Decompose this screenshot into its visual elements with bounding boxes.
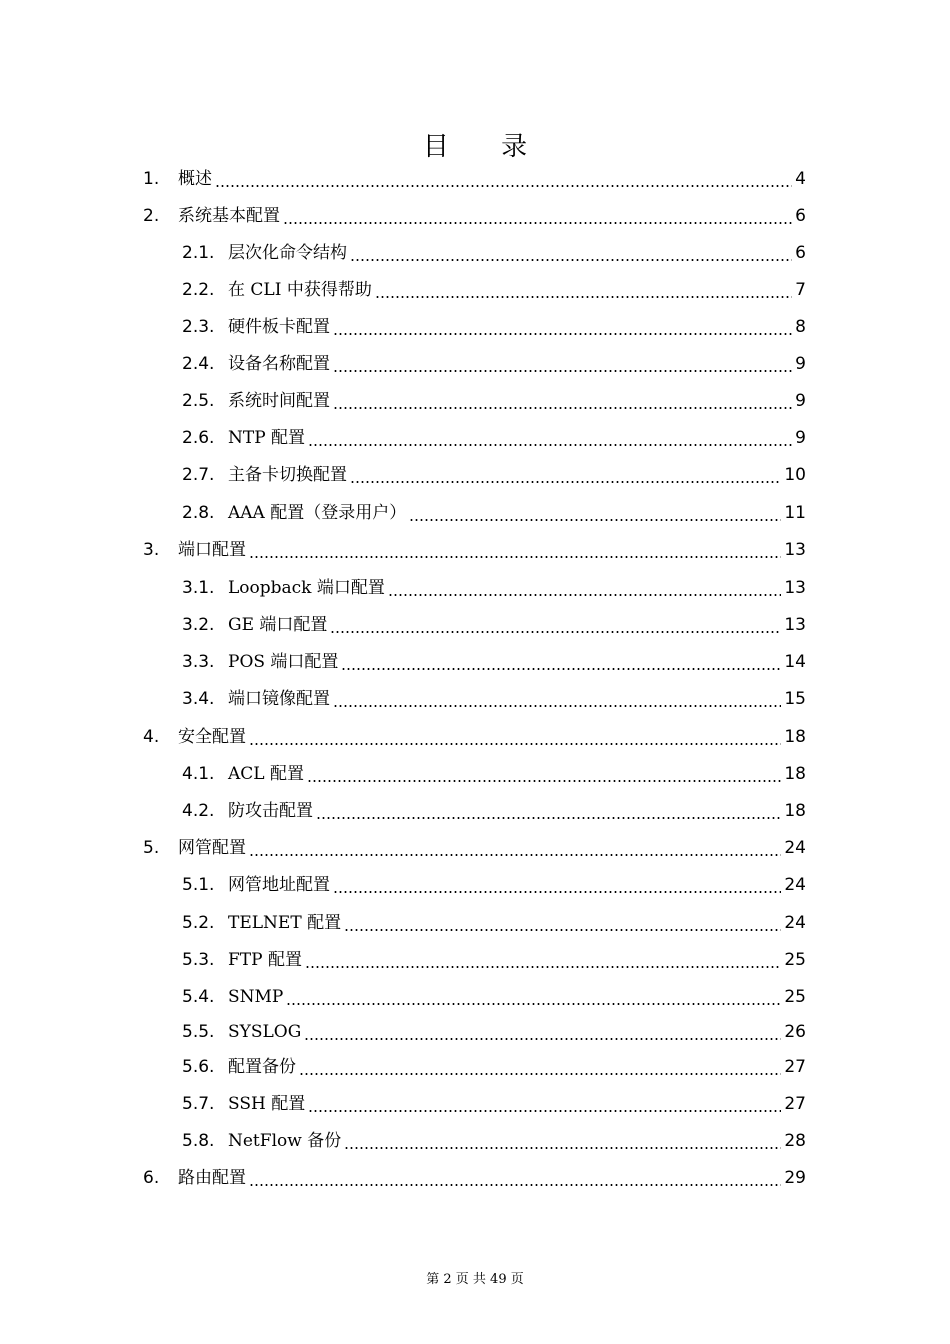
toc-entry-number: 6.	[143, 1168, 160, 1188]
toc-entry-page: 4	[795, 169, 806, 189]
toc-entry-page: 26	[784, 1022, 806, 1042]
toc-leader-dots	[283, 201, 792, 231]
toc-entry-title: 在 CLI 中获得帮助	[228, 280, 372, 300]
toc-entry-number: 5.	[143, 838, 160, 858]
page-footer: 第 2 页 共 49 页	[426, 1272, 524, 1287]
toc-leader-dots	[249, 535, 781, 565]
toc-title: 目 录	[422, 132, 550, 162]
toc-entry-page: 18	[784, 801, 806, 821]
toc-entry-page: 24	[784, 913, 806, 933]
toc-entry-title: ACL 配置	[228, 764, 304, 784]
toc-entry[interactable]	[0, 275, 950, 305]
toc-entry-number: 2.	[143, 206, 160, 226]
toc-entry[interactable]	[0, 1126, 950, 1156]
toc-entry[interactable]	[0, 460, 950, 490]
toc-leader-dots	[249, 722, 781, 752]
toc-entry-number: 4.2.	[182, 801, 215, 821]
toc-entry-page: 7	[795, 280, 806, 300]
toc-leader-dots	[344, 1126, 781, 1156]
toc-entry[interactable]	[0, 238, 950, 268]
toc-entry-title: 概述	[178, 169, 212, 189]
toc-entry-title: AAA 配置（登录用户）	[228, 503, 407, 523]
toc-entry-title: 防攻击配置	[228, 801, 313, 821]
toc-entry[interactable]	[0, 833, 950, 863]
toc-leader-dots	[316, 796, 781, 826]
toc-leader-dots	[305, 945, 781, 975]
toc-entry[interactable]	[0, 423, 950, 453]
toc-entry[interactable]	[0, 1052, 950, 1082]
toc-leader-dots	[333, 684, 781, 714]
toc-entry-number: 2.3.	[182, 317, 215, 337]
toc-entry[interactable]	[0, 164, 950, 194]
toc-entry-page: 24	[784, 838, 806, 858]
toc-entry-number: 5.2.	[182, 913, 215, 933]
toc-leader-dots	[333, 386, 792, 416]
toc-entry[interactable]	[0, 573, 950, 603]
toc-entry-page: 27	[784, 1094, 806, 1114]
toc-entry-number: 5.7.	[182, 1094, 215, 1114]
toc-leader-dots	[307, 759, 781, 789]
toc-leader-dots	[308, 1089, 781, 1119]
toc-entry-title: 系统时间配置	[228, 391, 330, 411]
toc-entry-number: 4.	[143, 727, 160, 747]
toc-entry[interactable]	[0, 201, 950, 231]
toc-entry-page: 13	[784, 540, 806, 560]
toc-entry-number: 5.4.	[182, 987, 215, 1007]
toc-leader-dots	[330, 610, 781, 640]
toc-entry[interactable]	[0, 349, 950, 379]
toc-entry-title: SYSLOG	[228, 1022, 302, 1042]
toc-leader-dots	[333, 312, 792, 342]
toc-entry-title: TELNET 配置	[228, 913, 342, 933]
toc-entry-title: 路由配置	[178, 1168, 246, 1188]
toc-entry-page: 6	[795, 206, 806, 226]
toc-entry[interactable]	[0, 312, 950, 342]
toc-entry[interactable]	[0, 908, 950, 938]
toc-leader-dots	[249, 833, 781, 863]
toc-entry-title: FTP 配置	[228, 950, 302, 970]
toc-leader-dots	[350, 460, 781, 490]
toc-entry-number: 5.8.	[182, 1131, 215, 1151]
toc-leader-dots	[286, 982, 781, 1012]
toc-leader-dots	[409, 498, 781, 528]
toc-leader-dots	[333, 349, 792, 379]
toc-entry-title: 网管地址配置	[228, 875, 330, 895]
toc-leader-dots	[375, 275, 792, 305]
toc-leader-dots	[388, 573, 781, 603]
toc-entry-number: 2.6.	[182, 428, 215, 448]
toc-entry[interactable]	[0, 386, 950, 416]
toc-entry-page: 10	[784, 465, 806, 485]
toc-entry-title: 网管配置	[178, 838, 246, 858]
toc-entry[interactable]	[0, 684, 950, 714]
toc-leader-dots	[308, 423, 792, 453]
toc-entry[interactable]	[0, 647, 950, 677]
toc-entry-page: 18	[784, 727, 806, 747]
toc-entry-title: NetFlow 备份	[228, 1131, 342, 1151]
toc-entry-page: 27	[784, 1057, 806, 1077]
toc-entry-page: 8	[795, 317, 806, 337]
toc-entry-title: 主备卡切换配置	[228, 465, 347, 485]
toc-entry-title: SNMP	[228, 987, 284, 1007]
toc-entry-number: 5.1.	[182, 875, 215, 895]
toc-entry-page: 13	[784, 578, 806, 598]
toc-entry-number: 5.6.	[182, 1057, 215, 1077]
toc-entry-number: 5.5.	[182, 1022, 215, 1042]
toc-entry-title: 设备名称配置	[228, 354, 330, 374]
toc-entry-number: 3.	[143, 540, 160, 560]
toc-entry[interactable]	[0, 945, 950, 975]
toc-entry-number: 2.7.	[182, 465, 215, 485]
toc-leader-dots	[304, 1017, 781, 1047]
toc-leader-dots	[249, 1163, 781, 1193]
toc-entry-page: 24	[784, 875, 806, 895]
toc-entry[interactable]	[0, 1089, 950, 1119]
toc-entry-page: 25	[784, 950, 806, 970]
toc-leader-dots	[215, 164, 792, 194]
toc-entry-number: 2.8.	[182, 503, 215, 523]
toc-entry-number: 3.4.	[182, 689, 215, 709]
toc-entry-title: SSH 配置	[228, 1094, 306, 1114]
toc-entry-title: NTP 配置	[228, 428, 306, 448]
toc-entry-number: 4.1.	[182, 764, 215, 784]
toc-entry-page: 9	[795, 391, 806, 411]
toc-entry-title: GE 端口配置	[228, 615, 328, 635]
toc-entry[interactable]	[0, 796, 950, 826]
toc-entry[interactable]	[0, 870, 950, 900]
toc-leader-dots	[350, 238, 792, 268]
toc-entry-page: 6	[795, 243, 806, 263]
toc-leader-dots	[344, 908, 781, 938]
toc-entry-number: 3.3.	[182, 652, 215, 672]
toc-entry-number: 2.5.	[182, 391, 215, 411]
toc-entry[interactable]	[0, 1017, 950, 1047]
toc-entry[interactable]	[0, 759, 950, 789]
toc-entry-page: 14	[784, 652, 806, 672]
toc-entry-number: 2.1.	[182, 243, 215, 263]
toc-entry-page: 28	[784, 1131, 806, 1151]
toc-entry-number: 3.2.	[182, 615, 215, 635]
toc-entry-title: 系统基本配置	[178, 206, 280, 226]
toc-entry-title: Loopback 端口配置	[228, 578, 385, 598]
toc-entry-title: 硬件板卡配置	[228, 317, 330, 337]
toc-entry-title: 端口配置	[178, 540, 246, 560]
toc-entry-page: 15	[784, 689, 806, 709]
toc-entry-title: 层次化命令结构	[228, 243, 347, 263]
toc-entry[interactable]	[0, 498, 950, 528]
toc-entry[interactable]	[0, 1163, 950, 1193]
toc-entry-number: 2.2.	[182, 280, 215, 300]
toc-entry-page: 11	[784, 503, 806, 523]
toc-entry[interactable]	[0, 535, 950, 565]
toc-entry-page: 29	[784, 1168, 806, 1188]
toc-entry-number: 1.	[143, 169, 160, 189]
toc-entry[interactable]	[0, 982, 950, 1012]
toc-leader-dots	[299, 1052, 781, 1082]
toc-entry[interactable]	[0, 722, 950, 752]
toc-entry[interactable]	[0, 610, 950, 640]
toc-leader-dots	[341, 647, 781, 677]
toc-entry-page: 13	[784, 615, 806, 635]
toc-entry-title: 安全配置	[178, 727, 246, 747]
toc-entry-title: 配置备份	[228, 1057, 296, 1077]
toc-entry-title: 端口镜像配置	[228, 689, 330, 709]
toc-entry-page: 18	[784, 764, 806, 784]
toc-entry-page: 25	[784, 987, 806, 1007]
toc-leader-dots	[333, 870, 781, 900]
toc-entry-title: POS 端口配置	[228, 652, 339, 672]
toc-entry-page: 9	[795, 428, 806, 448]
toc-entry-number: 5.3.	[182, 950, 215, 970]
toc-entry-number: 3.1.	[182, 578, 215, 598]
toc-entry-page: 9	[795, 354, 806, 374]
toc-entry-number: 2.4.	[182, 354, 215, 374]
